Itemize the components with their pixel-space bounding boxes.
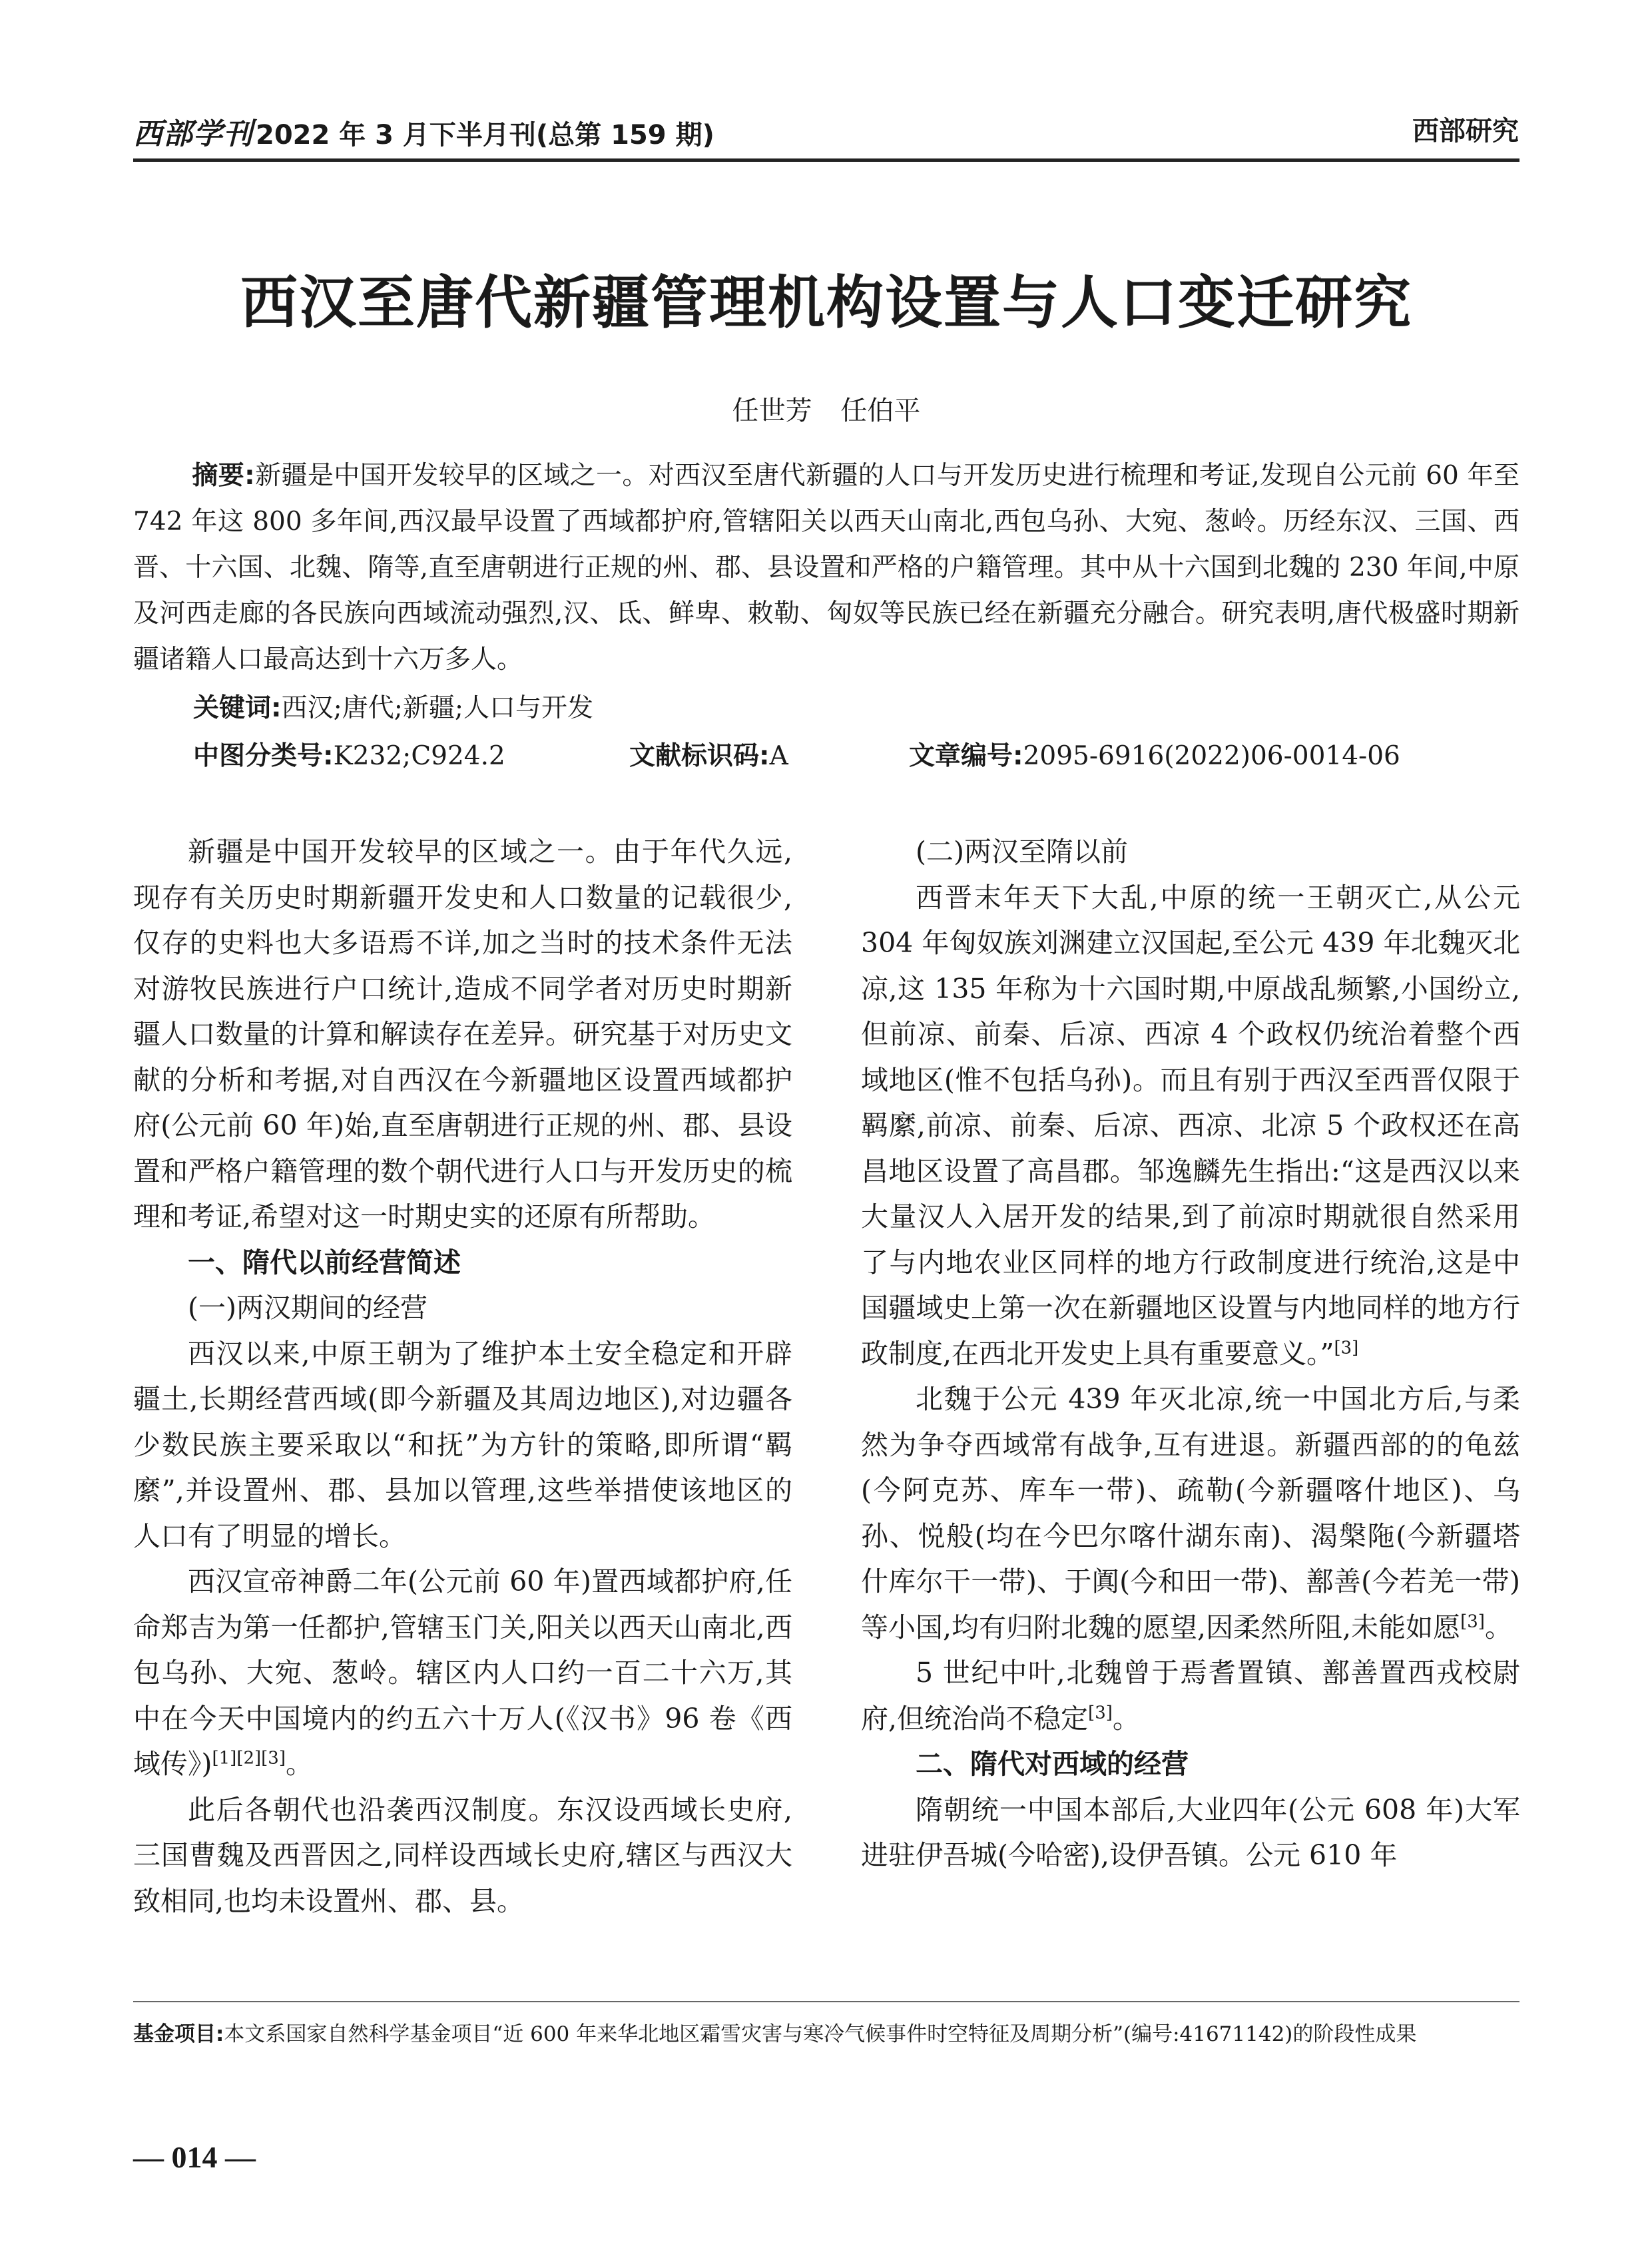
article-authors: 任世芳 任伯平 xyxy=(732,396,921,426)
footnote-divider xyxy=(133,2001,1519,2002)
intro-paragraph: 新疆是中国开发较早的区域之一。由于年代久远,现存有关历史时期新疆开发史和人口数量的记载很少,仅存的史料也大多语焉不详,加之当时的技术条件无法对游牧民族进行户口统计,造成不同学者对历史时期新疆人口数量的计算和解读存在差异。研究基于对历史文献的分析和考据,对自西汉在今新疆地区设置西域都护府(公元前 60 年)始,直至唐朝进行正规的州、郡、县设置和严格户籍管理的数个朝代进行人口与开发历史的梳理和考证,希望对这一时期史实的还原有所帮助。 xyxy=(133,836,792,1233)
keywords-text: 西汉;唐代;新疆;人口与开发 xyxy=(281,693,594,723)
section-name: 西部研究 xyxy=(1412,116,1519,146)
body-text: 西晋末年天下大乱,中原的统一王朝灭亡,从公元 304 年匈奴族刘渊建立汉国起,至公元 439 年北魏灭北凉,这 135 年称为十六国时期,中原战乱频繁,小国纷立,但前凉、前秦、后凉、西凉 4 个政权仍统治着整个西域地区(惟不包括乌孙)。而且有别于西汉至西晋仅限于羁縻,前凉、前秦、后凉、西凉、北凉 5 个政权还在高昌地区设置了高昌郡。邹逸麟先生指出:“这是西汉以来大量汉人入居开发的结果,到了前凉时期就很自然采用了与内地农业区同样的地方行政制度进行统治,这是中国疆域史上第一次在新疆地区设置与内地同样的地方行政制度,在西北开发史上具有重要意义。” xyxy=(861,881,1520,1370)
header-divider xyxy=(133,158,1519,162)
page-number: — 014 — xyxy=(133,2140,256,2174)
section-heading-1: 一、隋代以前经营简述 xyxy=(188,1246,461,1278)
body-paragraph xyxy=(133,1559,792,1787)
article-id xyxy=(909,735,1400,772)
journal-logo: 西部学刊 xyxy=(133,117,253,151)
journal-header xyxy=(133,110,714,152)
article-title: 西汉至唐代新疆管理机构设置与人口变迁研究 xyxy=(240,270,1412,336)
keywords-label: 关键词: xyxy=(193,693,282,723)
clc-code xyxy=(193,735,505,772)
document-code xyxy=(629,735,788,772)
abstract xyxy=(133,453,1519,683)
funding-footnote xyxy=(133,2014,1519,2054)
section-heading-2: 二、隋代对西域的经营 xyxy=(916,1748,1189,1780)
citation-ref: [3] xyxy=(1088,1702,1113,1723)
body-text: 。 xyxy=(1112,1702,1140,1735)
body-text: 。 xyxy=(286,1748,313,1780)
article-id-label: 文章编号: xyxy=(909,741,1023,771)
subsection-heading-1-1: (一)两汉期间的经营 xyxy=(188,1292,427,1324)
body-paragraph xyxy=(861,1376,1520,1650)
body-paragraph: 隋朝统一中国本部后,大业四年(公元 608 年)大军进驻伊吾城(今哈密),设伊吾镇。公元 610 年 xyxy=(861,1793,1521,1871)
article-id-value: 2095-6916(2022)06-0014-06 xyxy=(1023,741,1400,771)
body-column-right xyxy=(861,829,1520,1878)
body-column-left xyxy=(133,829,792,1924)
body-text: 。 xyxy=(1484,1611,1512,1643)
footnote-text: 本文系国家自然科学基金项目“近 600 年来华北地区霜雪灾害与寒冷气候事件时空特征及周期分析”(编号:41671142)的阶段性成果 xyxy=(224,2022,1417,2046)
body-paragraph xyxy=(861,875,1520,1377)
clc-label: 中图分类号: xyxy=(193,741,334,771)
issue-info: 2022 年 3 月下半月刊(总第 159 期) xyxy=(256,120,714,150)
citation-ref: [3] xyxy=(1334,1337,1359,1358)
body-text: 5 世纪中叶,北魏曾于焉耆置镇、鄯善置西戎校尉府,但统治尚不稳定 xyxy=(861,1657,1520,1735)
body-paragraph xyxy=(861,1650,1520,1741)
clc-value: K232;C924.2 xyxy=(333,741,505,771)
body-paragraph: 西汉以来,中原王朝为了维护本土安全稳定和开辟疆土,长期经营西域(即今新疆及其周边地区),对边疆各少数民族主要采取以“和抚”为方针的策略,即所谓“羁縻”,并设置州、郡、县加以管理,这些举措使该地区的人口有了明显的增长。 xyxy=(133,1337,792,1552)
subsection-heading-1-2: (二)两汉至隋以前 xyxy=(916,836,1128,868)
abstract-text: 新疆是中国开发较早的区域之一。对西汉至唐代新疆的人口与开发历史进行梳理和考证,发现自公元前 60 年至 742 年这 800 多年间,西汉最早设置了西域都护府,管辖阳关以西天山南北,西包乌孙、大宛、葱岭。历经东汉、三国、西晋、十六国、北魏、隋等,直至唐朝进行正规的州、郡、县设置和严格的户籍管理。其中从十六国到北魏的 230 年间,中原及河西走廊的各民族向西域流动强烈,汉、氐、鲜卑、敕勒、匈奴等民族已经在新疆充分融合。研究表明,唐代极盛时期新疆诸籍人口最高达到十六万多人。 xyxy=(133,461,1519,675)
abstract-label: 摘要: xyxy=(192,461,255,491)
body-text: 西汉宣帝神爵二年(公元前 60 年)置西域都护府,任命郑吉为第一任都护,管辖玉门关,阳关以西天山南北,西包乌孙、大宛、葱岭。辖区内人口约一百二十六万,其中在今天中国境内的约五六十万人(《汉书》96 卷《西域传》) xyxy=(133,1565,792,1780)
doc-code-value: A xyxy=(769,741,788,771)
citation-ref: [1][2][3] xyxy=(212,1748,286,1769)
body-text: 北魏于公元 439 年灭北凉,统一中国北方后,与柔然为争夺西域常有战争,互有进退。新疆西部的的龟兹(今阿克苏、库车一带)、疏勒(今新疆喀什地区)、乌孙、悦般(均在今巴尔喀什湖东南)、渴槃陁(今新疆塔什库尔干一带)、于阗(今和田一带)、鄯善(今若羌一带)等小国,均有归附北魏的愿望,因柔然所阻,未能如愿 xyxy=(861,1383,1520,1643)
keywords xyxy=(193,687,593,724)
citation-ref: [3] xyxy=(1460,1611,1485,1631)
doc-code-label: 文献标识码: xyxy=(629,741,770,771)
body-paragraph: 此后各朝代也沿袭西汉制度。东汉设西域长史府,三国曹魏及西晋因之,同样设西域长史府,辖区与西汉大致相同,也均未设置州、郡、县。 xyxy=(133,1793,792,1917)
footnote-label: 基金项目: xyxy=(133,2022,224,2046)
